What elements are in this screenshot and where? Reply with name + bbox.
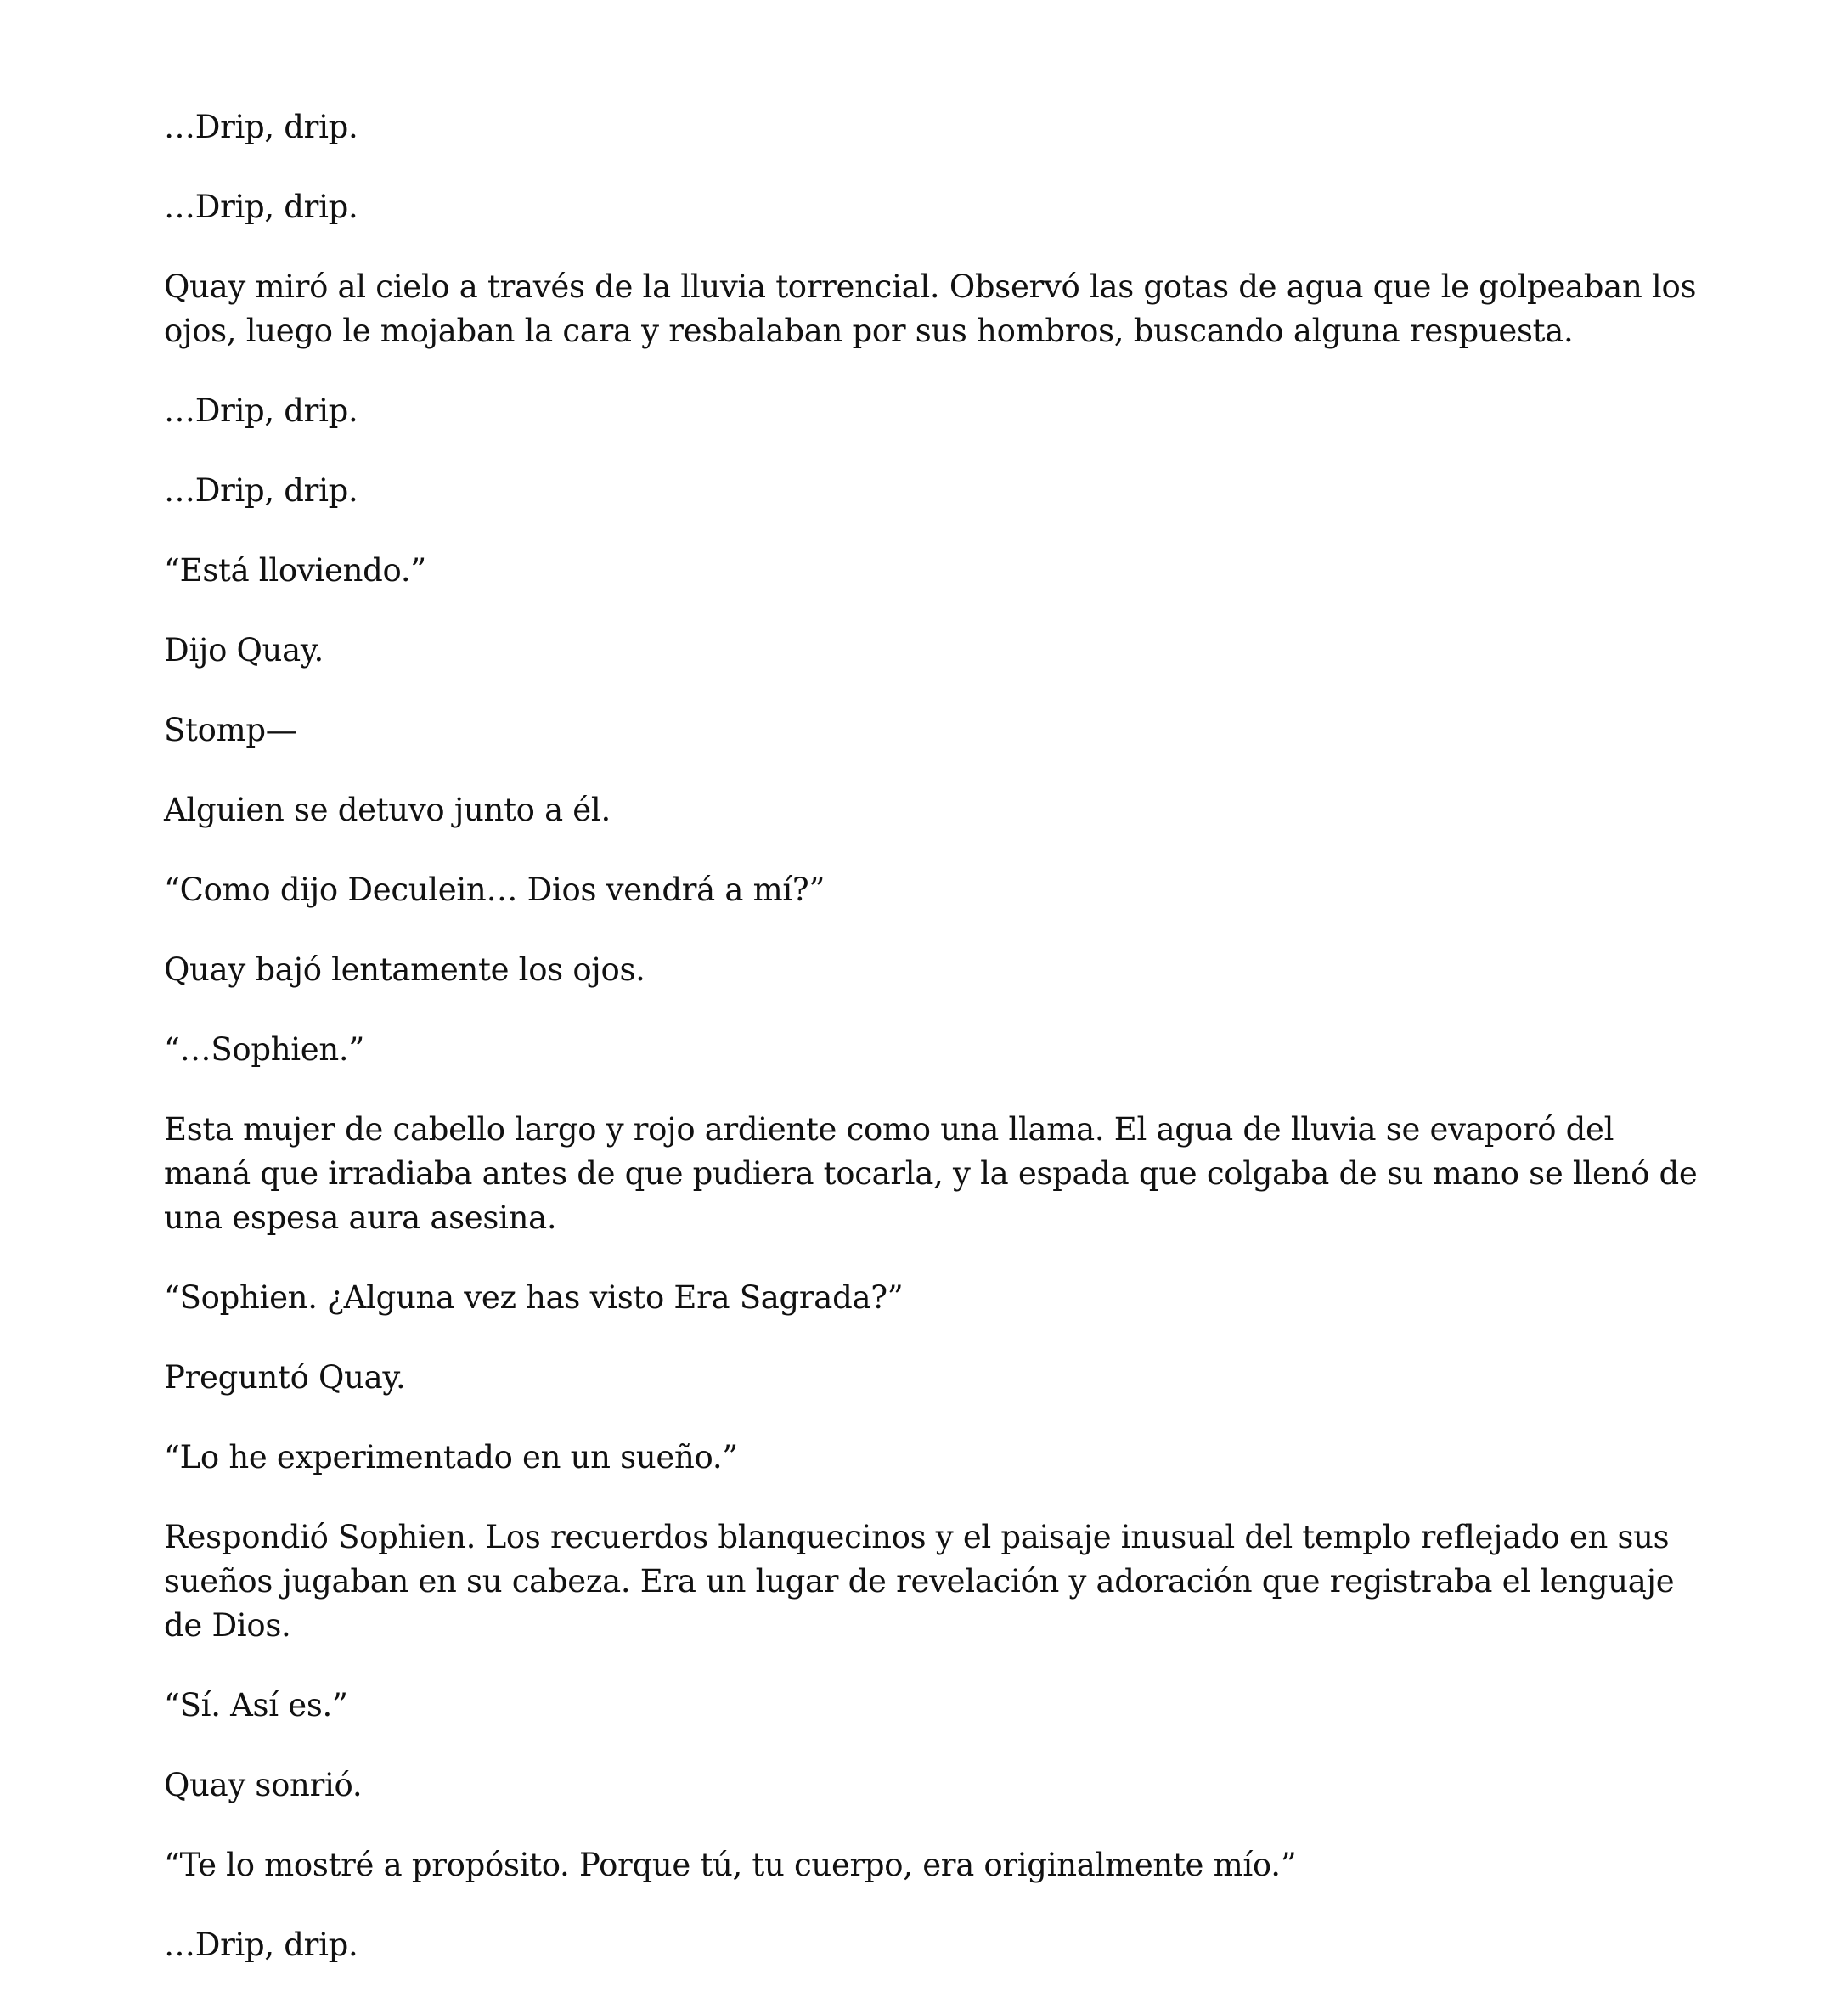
- paragraph: Stomp—: [164, 712, 297, 748]
- paragraph: Quay bajó lentamente los ojos.: [164, 951, 645, 988]
- paragraph: Dijo Quay.: [164, 632, 324, 669]
- paragraph: …Drip, drip.: [164, 472, 358, 509]
- paragraph: “Como dijo Deculein… Dios vendrá a mí?”: [164, 872, 825, 908]
- document-body: [164, 105, 1701, 2003]
- paragraph: …Drip, drip.: [164, 392, 358, 429]
- paragraph: Quay sonrió.: [164, 1767, 363, 1803]
- paragraph: Alguien se detuvo junto a él.: [164, 792, 611, 828]
- paragraph: “Lo he experimentado en un sueño.”: [164, 1439, 738, 1475]
- paragraph: “Te lo mostré a propósito. Porque tú, tu cuerpo, era originalmente mío.”: [164, 1847, 1297, 1883]
- paragraph: “…Sophien.”: [164, 1031, 364, 1068]
- paragraph: Esta mujer de cabello largo y rojo ardiente como una llama. El agua de lluvia se evaporó del maná que irradiaba antes de que pudiera tocarla, y la espada que colgaba de su mano se llenó de una espesa aura asesina.: [164, 1111, 1698, 1236]
- paragraph: Preguntó Quay.: [164, 1359, 406, 1396]
- paragraph: …Drip, drip.: [164, 1927, 358, 1963]
- paragraph: …Drip, drip.: [164, 189, 358, 225]
- paragraph: “Está lloviendo.”: [164, 552, 426, 589]
- paragraph: Respondió Sophien. Los recuerdos blanquecinos y el paisaje inusual del templo reflejado en sus sueños jugaban en su cabeza. Era un lugar de revelación y adoración que registraba el lenguaje de Dios.: [164, 1519, 1675, 1644]
- paragraph: …Drip, drip.: [164, 109, 358, 145]
- paragraph: “Sophien. ¿Alguna vez has visto Era Sagrada?”: [164, 1279, 904, 1316]
- paragraph: “Sí. Así es.”: [164, 1687, 348, 1724]
- paragraph: Quay miró al cielo a través de la lluvia torrencial. Observó las gotas de agua que le golpeaban los ojos, luego le mojaban la cara y resbalaban por sus hombros, buscando alguna respuesta.: [164, 268, 1697, 349]
